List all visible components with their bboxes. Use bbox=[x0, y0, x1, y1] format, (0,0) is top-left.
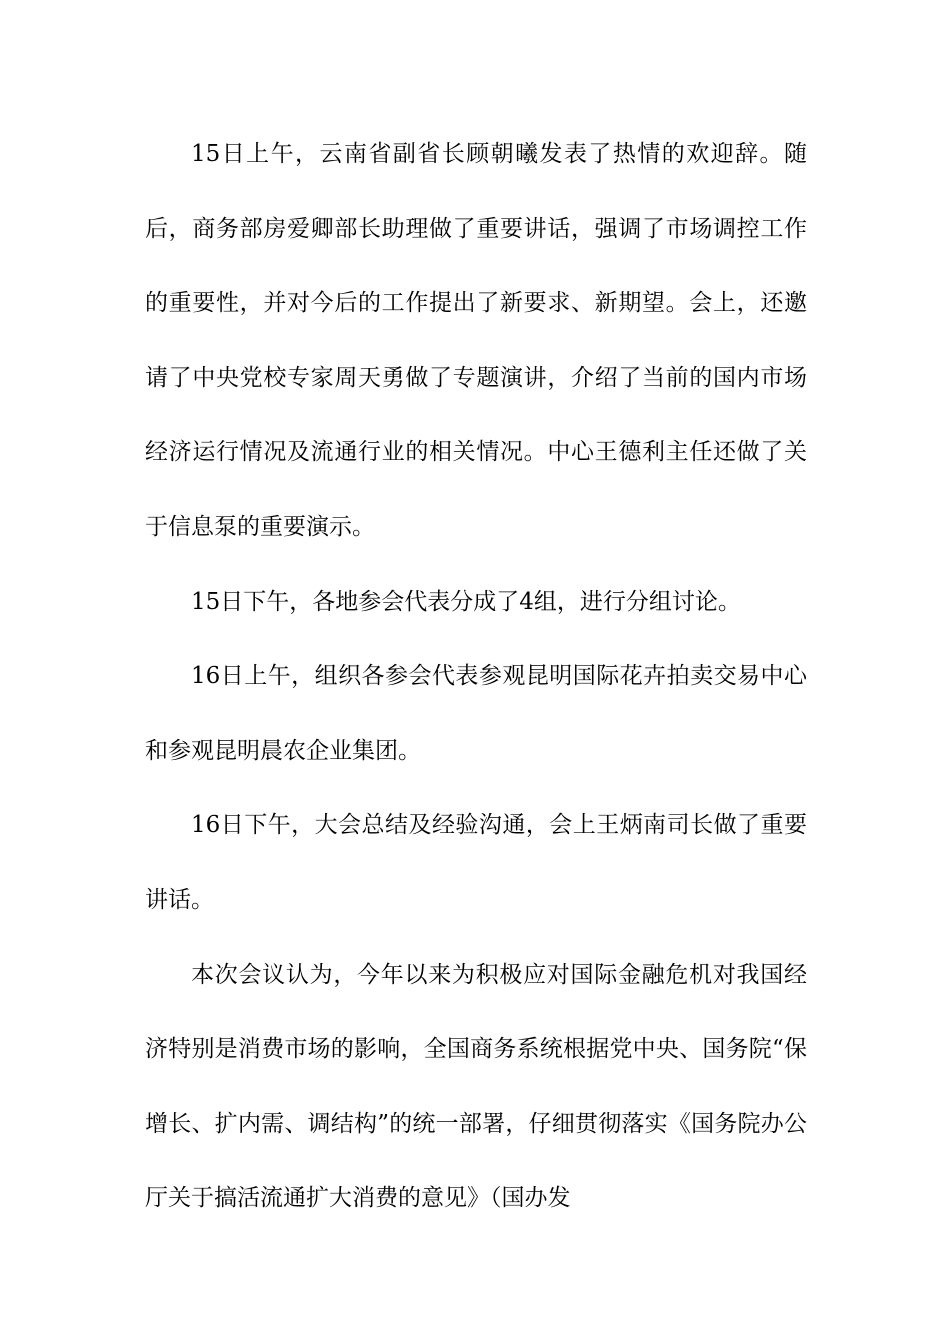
paragraph-1: 15日上午，云南省副省长顾朝曦发表了热情的欢迎辞。随后，商务部房爱卿部长助理做了重要讲话，强调了市场调控工作的重要性，并对今后的工作提出了新要求、新期望。会上，还邀请了中央党校专家周天勇做了专题演讲，介绍了当前的国内市场经济运行情况及流通行业的相关情况。中心王德利主任还做了关于信息泵的重要演示。 bbox=[145, 141, 807, 540]
document-body bbox=[145, 117, 807, 1236]
paragraph-5: 本次会议认为，今年以来为积极应对国际金融危机对我国经济特别是消费市场的影响，全国商务系统根据党中央、国务院“保增长、扩内需、调结构”的统一部署，仔细贯彻落实《国务院办公厅关于搞活流通扩大消费的意见》（国办发 bbox=[145, 961, 807, 1212]
paragraph-4: 16日下午，大会总结及经验沟通，会上王炳南司长做了重要讲话。 bbox=[145, 812, 807, 913]
paragraph-3: 16日上午，组织各参会代表参观昆明国际花卉拍卖交易中心和参观昆明晨农企业集团。 bbox=[145, 663, 807, 764]
paragraph-2: 15日下午，各地参会代表分成了4组，进行分组讨论。 bbox=[191, 588, 741, 615]
